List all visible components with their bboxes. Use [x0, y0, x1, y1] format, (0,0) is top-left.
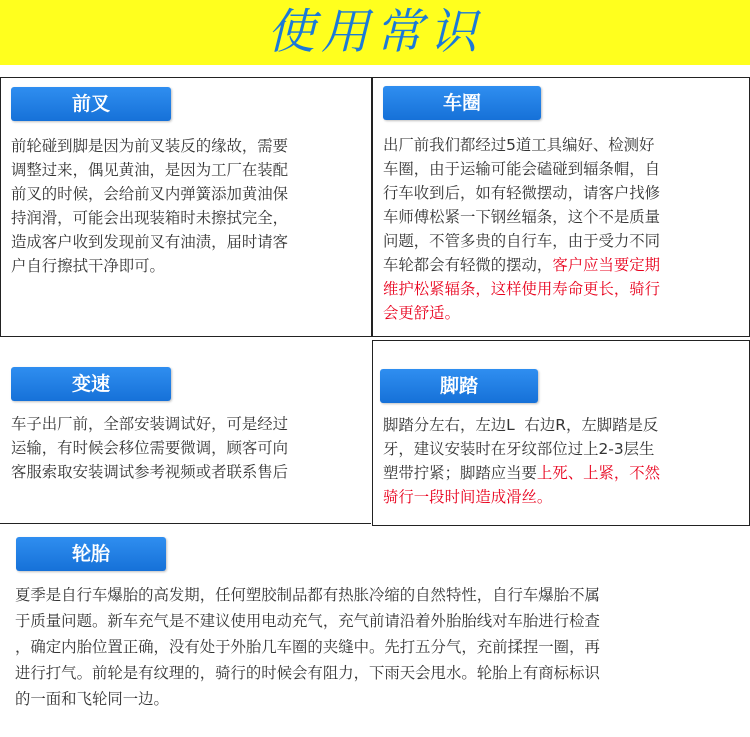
gear-bottom-divider	[0, 523, 371, 524]
tire-label: 轮胎	[16, 537, 166, 571]
section-pedal	[372, 340, 750, 526]
section-rim	[372, 77, 750, 337]
pedal-text-highlight: 上死、上紧，不然 骑行一段时间造成滑丝。	[383, 464, 661, 506]
gear-label: 变速	[11, 367, 171, 401]
rim-label: 车圈	[383, 86, 541, 120]
section-front-fork	[0, 77, 372, 337]
header-banner	[0, 0, 750, 65]
pedal-text-main: 脚踏分左右，左边L 右边R，左脚踏是反 牙，建议安装时在牙纹部位过上2-3层生 塑带拧紧；脚踏应当要	[383, 416, 659, 482]
pedal-label: 脚踏	[380, 369, 538, 403]
gear-text: 车子出厂前，全部安装调试好，可是经过 运输，有时候会移位需要微调，顾客可向 客服索取安装调试参考视频或者联系售后	[11, 415, 289, 481]
tire-text: 夏季是自行车爆胎的高发期，任何塑胶制品都有热胀冷缩的自然特性，自行车爆胎不属 于质量问题。新车充气是不建议使用电动充气，充气前请沿着外胎胎线对车胎进行检查 ，确定内胎位置正确，没有处于外胎几车圈的夹缝中。先打五分气，充前揉捏一圈，再 进行打气。前轮是有纹理的，骑行的时候会有阻力，下雨天会甩水。轮胎上有商标标识 的一面和飞轮同一边。	[15, 586, 600, 708]
rim-text	[383, 133, 749, 325]
rim-text-highlight: 客户应当要定期 维护松紧辐条，这样使用寿命更长，骑行 会更舒适。	[383, 256, 661, 322]
section-gear	[0, 341, 372, 525]
front-fork-label: 前叉	[11, 87, 171, 121]
front-fork-text: 前轮碰到脚是因为前叉装反的缘故，需要 调整过来，偶见黄油，是因为工厂在装配 前叉的时候，会给前叉内弹簧添加黄油保 持润滑，可能会出现装箱时未擦拭完全， 造成客户收到发现前叉有油渍，届时请客 户自行擦拭干净即可。	[11, 137, 289, 275]
page-title: 使用常识	[266, 4, 483, 60]
rim-text-main: 出厂前我们都经过5道工具编好、检测好 车圈，由于运输可能会磕碰到辐条帽，自 行车收到后，如有轻微摆动，请客户找修 车师傅松紧一下钢丝辐条，这个不是质量 问题，不管多贵的自行车，由于受力不同 车轮都会有轻微的摆动，	[383, 136, 661, 274]
pedal-text	[383, 413, 749, 509]
